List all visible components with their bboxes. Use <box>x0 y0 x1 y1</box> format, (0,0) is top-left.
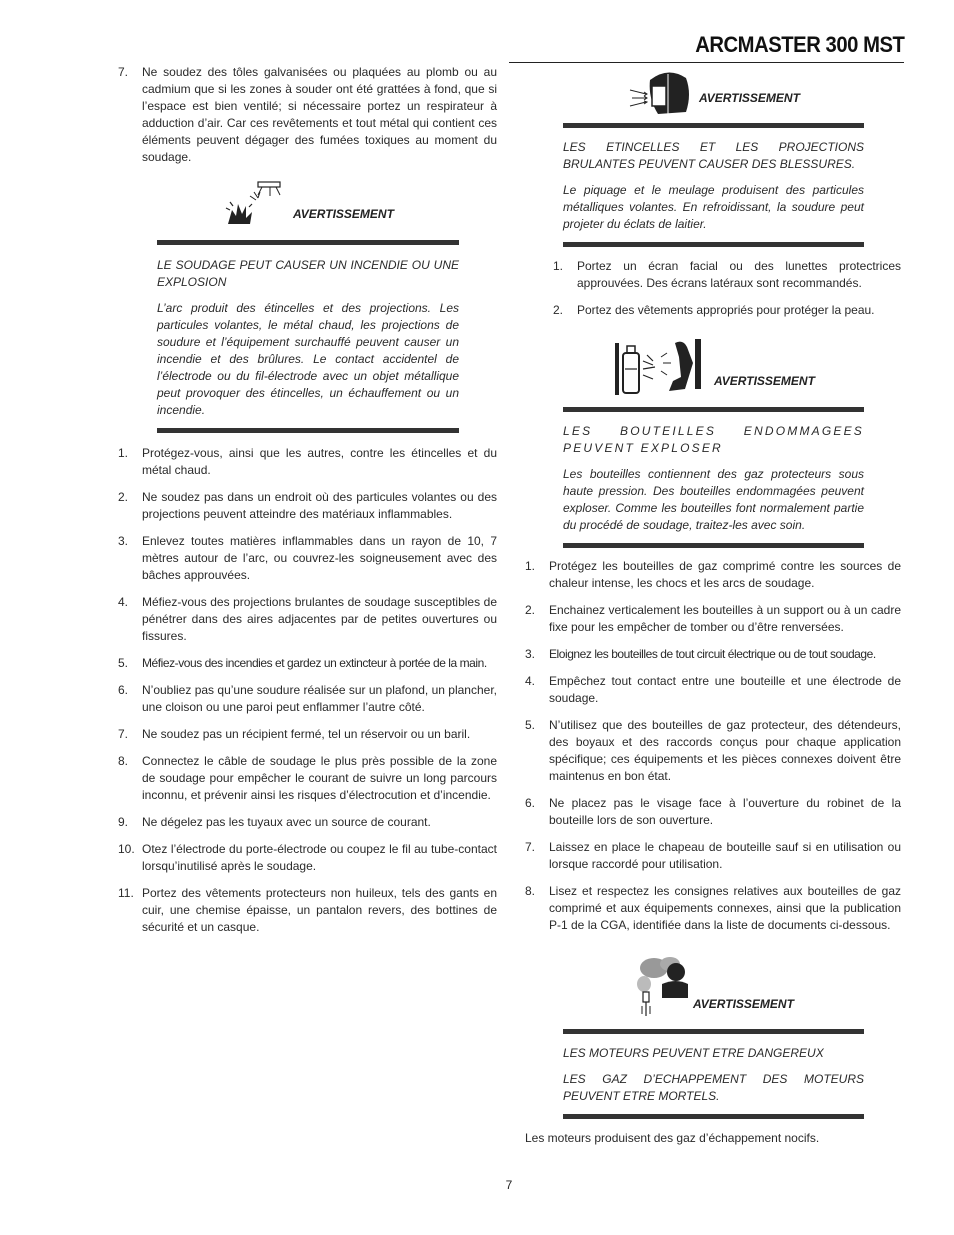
engine-warning-box <box>563 1029 864 1119</box>
list-item <box>553 258 901 292</box>
item-number: 4. <box>118 595 129 609</box>
list-item <box>118 489 497 523</box>
cylinder-precautions <box>525 558 901 944</box>
item-text: N’utilisez que des bouteilles de gaz protecteur, des détendeurs, des boyaux et des raccords conçus pour chaque application spécifique; ces équipements et les pièces connexes doivent être maintenus en bon état. <box>549 718 901 783</box>
item-number: 8. <box>525 884 536 898</box>
item-text: Ne soudez pas dans un endroit où des particules volantes ou des projections peuvent atteindre des matériaux inflammables. <box>142 490 497 521</box>
list-item <box>118 841 497 875</box>
warning-label: AVERTISSEMENT <box>699 91 800 105</box>
item-text: Portez des vêtements appropriés pour protéger la peau. <box>577 303 875 317</box>
list-item <box>118 445 497 479</box>
list-item <box>525 717 901 785</box>
sparks-precautions <box>553 258 901 329</box>
item-number: 10. <box>118 842 135 856</box>
list-item <box>118 533 497 584</box>
warning-body: LES GAZ D’ECHAPPEMENT DES MOTEURS PEUVENT ETRE MORTELS. <box>563 1072 864 1103</box>
item-number: 9. <box>118 815 129 829</box>
item-text: Méfiez-vous des projections brulantes de soudage susceptibles de pénétrer dans des aires adjacentes par de petites ouvertures ou fissures. <box>142 595 497 643</box>
engine-note: Les moteurs produisent des gaz d’échappement nocifs. <box>525 1131 820 1145</box>
item-text: Portez un écran facial ou des lunettes protectrices approuvées. Des écrans latéraux sont recommandés. <box>577 259 901 290</box>
item-number: 4. <box>525 674 536 688</box>
warning-content <box>563 139 864 233</box>
header-rule <box>509 62 904 63</box>
warning-title: LES ETINCELLES ET LES PROJECTIONS BRULANTES PEUVENT CAUSER DES BLESSURES. <box>563 140 864 171</box>
warning-title: LES BOUTEILLES ENDOMMAGEES PEUVENT EXPLOSER <box>563 424 864 455</box>
warning-label: AVERTISSEMENT <box>714 374 815 388</box>
list-item <box>525 673 901 707</box>
item-number: 2. <box>118 490 129 504</box>
item-text: Portez des vêtements protecteurs non huileux, tels des gants en cuir, une chemise épaisse, un pantalon revers, des bottines de sécurité et un casque. <box>142 886 497 934</box>
item-number: 3. <box>525 647 536 661</box>
item-number: 7. <box>118 65 129 79</box>
list-item <box>553 302 901 319</box>
item-number: 7. <box>118 727 129 741</box>
item-text: Otez l’électrode du porte-électrode ou coupez le fil au tube-contact lorsqu’inutilisé après le soudage. <box>142 842 497 873</box>
list-item <box>118 594 497 645</box>
list-item <box>118 885 497 936</box>
page-number: 7 <box>505 1178 513 1192</box>
item-text: Ne soudez des tôles galvanisées ou plaquées au plomb ou au cadmium que si les zones à souder ont été grattées à fond, que si l’espace est bien ventilé; si nécessaire portez un respirateur à adduction d’air. Car ces revêtements et tout métal qui contient ces éléments peuvent dégager des fumées toxiques au moment du soudage. <box>142 65 497 164</box>
list-item <box>118 814 497 831</box>
warning-content <box>563 1045 864 1105</box>
gas-cylinder-icon <box>613 337 705 397</box>
warning-body: L’arc produit des étincelles et des projections. Les particules volantes, le métal chaud, les projections de soudure et l’équipement surchauffé peuvent causer un incendie et des brûlures. Le contact accidentel de l’électrode ou du fil-électrode avec un objet métallique peut provoquer des étincelles, un échauffement ou un incendie. <box>157 301 459 417</box>
warning-bottom-bar <box>563 543 864 548</box>
list-item <box>525 646 901 663</box>
warning-label: AVERTISSEMENT <box>293 207 394 221</box>
item-number: 3. <box>118 534 129 548</box>
warning-body: Le piquage et le meulage produisent des particules métalliques volantes. En refroidissant, la soudure peut projeter du éclats de laitier. <box>563 183 864 231</box>
welding-helmet-icon <box>628 68 692 120</box>
item-number: 1. <box>118 446 129 460</box>
item-text: Méfiez-vous des incendies et gardez un extincteur à portée de la main. <box>142 656 487 670</box>
item-text: Eloignez les bouteilles de tout circuit électrique ou de tout soudage. <box>549 647 876 661</box>
item-number: 11. <box>118 886 134 900</box>
warning-label: AVERTISSEMENT <box>693 997 794 1011</box>
list-item <box>525 602 901 636</box>
item-number: 8. <box>118 754 129 768</box>
list-item <box>118 753 497 804</box>
warning-body: Les bouteilles contiennent des gaz protecteurs sous haute pression. Des bouteilles endommagées peuvent exploser. Comme les bouteilles font normalement partie du procédé de soudage, traitez-les avec soin. <box>563 467 864 532</box>
item-number: 1. <box>553 259 564 273</box>
list-item <box>118 655 497 672</box>
item-text: Connectez le câble de soudage le plus près possible de la zone de soudage pour empêcher le courant de suivre un long parcours inconnu, et prévenir ainsi les risques d’électrocution et d’incendie. <box>142 754 497 802</box>
warning-title: LES MOTEURS PEUVENT ETRE DANGEREUX <box>563 1046 824 1060</box>
item-number: 1. <box>525 559 536 573</box>
warning-top-bar <box>563 1029 864 1034</box>
list-item <box>118 64 497 166</box>
item-text: Ne soudez pas un récipient fermé, tel un réservoir ou un baril. <box>142 727 471 741</box>
list-item <box>118 726 497 743</box>
document-title: ARCMASTER 300 MST <box>694 32 904 57</box>
item-number: 7. <box>525 840 536 854</box>
warning-top-bar <box>157 240 459 245</box>
warning-content <box>563 423 864 534</box>
item-text: N’oubliez pas qu’une soudure réalisée sur un plafond, un plancher, une cloison ou une paroi peut enflammer l’autre côté. <box>142 683 497 714</box>
sparks-warning-box <box>563 123 864 247</box>
item-text: Laissez en place le chapeau de bouteille sauf si en utilisation ou lorsque raccordé pour utilisation. <box>549 840 901 871</box>
warning-bottom-bar <box>563 1114 864 1119</box>
list-item <box>525 795 901 829</box>
item-number: 5. <box>525 718 536 732</box>
list-item <box>525 883 901 934</box>
list-item <box>525 558 901 592</box>
item-text: Lisez et respectez les consignes relatives aux bouteilles de gaz comprimé et aux équipements connexes, ainsi que la publication P-1 de la CGA, identifiée dans la liste de documents ci-dessous. <box>549 884 901 932</box>
warning-title: LE SOUDAGE PEUT CAUSER UN INCENDIE OU UNE EXPLOSION <box>157 258 459 289</box>
item-text: Enlevez toutes matières inflammables dans un rayon de 10, 7 mètres autour de l’arc, ou couvrez-les soigneusement avec des bâches approuvées. <box>142 534 497 582</box>
item-number: 5. <box>118 656 129 670</box>
item-text: Protégez-vous, ainsi que les autres, contre les étincelles et du métal chaud. <box>142 446 497 477</box>
item-text: Protégez les bouteilles de gaz comprimé contre les sources de chaleur intense, les chocs et les arcs de soudage. <box>549 559 901 590</box>
item-text: Empêchez tout contact entre une bouteille et une électrode de soudage. <box>549 674 901 705</box>
item-number: 6. <box>525 796 536 810</box>
warning-bottom-bar <box>563 242 864 247</box>
list-item <box>525 839 901 873</box>
item-number: 6. <box>118 683 129 697</box>
item-number: 2. <box>553 303 564 317</box>
left-column <box>118 64 497 946</box>
cylinder-warning-box <box>563 407 864 548</box>
item-text: Enchainez verticalement les bouteilles à un support ou à un cadre fixe pour les empêcher de tomber ou d’être renversées. <box>549 603 901 634</box>
item-text: Ne placez pas le visage face à l’ouverture du robinet de la bouteille lors de son ouverture. <box>549 796 901 827</box>
item-text: Ne dégelez pas les tuyaux avec un source de courant. <box>142 815 431 829</box>
fire-warning-box <box>157 257 459 419</box>
warning-bottom-bar <box>157 428 459 433</box>
engine-exhaust-icon <box>636 956 692 1018</box>
warning-top-bar <box>563 123 864 128</box>
fire-warning-header <box>118 180 497 236</box>
warning-top-bar <box>563 407 864 412</box>
item-number: 2. <box>525 603 536 617</box>
fire-explosion-icon <box>224 180 284 226</box>
list-item <box>118 682 497 716</box>
